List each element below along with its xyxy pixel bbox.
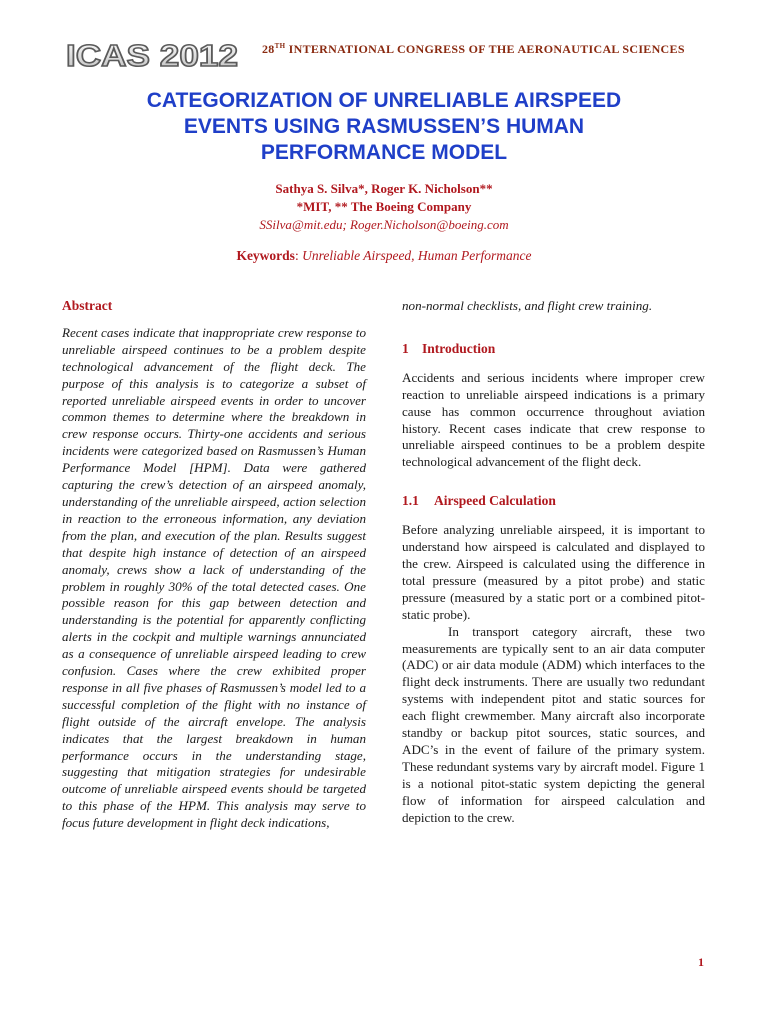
paper-title bbox=[84, 88, 684, 166]
icas-2012-logo bbox=[64, 40, 240, 70]
right-column bbox=[402, 298, 705, 826]
keywords-value: Unreliable Airspeed, Human Performance bbox=[302, 248, 532, 263]
author-block bbox=[84, 180, 684, 234]
conference-name: 28TH INTERNATIONAL CONGRESS OF THE AERONAUTICAL SCIENCES bbox=[262, 42, 685, 56]
title-line: CATEGORIZATION OF UNRELIABLE AIRSPEED bbox=[146, 89, 622, 112]
abstract-heading: Abstract bbox=[62, 298, 113, 313]
section-1-text: Accidents and serious incidents where improper crew reaction to unreliable airspeed indications is a primary cause has common occurrence throughout aviation history. Recent cases indicate that crew response to unreliable airspeed continues to be a problem despite technological advancement of the flight deck. bbox=[402, 369, 705, 470]
section-1-1-heading: 1.1 Airspeed Calculation bbox=[402, 493, 556, 509]
title-line: PERFORMANCE MODEL bbox=[260, 141, 508, 164]
section-1-1-para1: Before analyzing unreliable airspeed, it is important to understand how airspeed is calculated and displayed to the crew. Airspeed is calculated using the difference in total pressure (measured by a pitot probe) and static pressure (measured by a static port or a combined pitot-static probe). bbox=[402, 522, 705, 622]
keywords-label: Keywords bbox=[236, 248, 295, 263]
abstract-text: Recent cases indicate that inappropriate crew response to unreliable airspeed continues to be a problem despite technological advancement of the flight deck. The purpose of this analysis is to categorize a subset of reported unreliable airspeed events in order to uncover common themes to determine where the breakdown in crew response occurs. Thirty-one accidents and serious incidents were categorized based on Rasmussen’s Human Performance Model [HPM]. Data were gathered capturing the crew’s detection of an airspeed anomaly, understanding of the unreliable airspeed, action selection in reaction to the erroneous information, any deviation from the plan, and execution of the plan. Results suggest that despite high instance of detection of an airspeed anomaly, crews show a lack of understanding of the problem in roughly 30% of the total detected cases. One possible reason for this gap between detection and understanding is the potential for apparently conflicting alerts in the cockpit and multiple warnings annunciated as a consequence of unreliable airspeed leading to crew confusion. Cases where the crew exhibited proper response in all five phases of Rasmussen’s model led to a successful completion of the flight with no instance of flight outside of the aircraft envelope. The analysis indicates that the largest breakdown in human performance occurs in the understanding stage, suggesting that mitigation strategies for undesirable outcome of unreliable airspeed events should be targeted to this phase of the HPM. This analysis may serve to focus future development in flight deck indications, bbox=[62, 324, 366, 831]
logo-text: ICAS 2012 bbox=[66, 40, 238, 70]
keywords: Keywords: Unreliable Airspeed, Human Performance bbox=[236, 248, 532, 263]
page-number: 1 bbox=[698, 955, 704, 969]
left-column bbox=[62, 298, 366, 832]
author-names: Sathya S. Silva*, Roger K. Nicholson** bbox=[275, 181, 493, 196]
section-1-1-para2: In transport category aircraft, these two measurements are typically sent to an air data computer (ADC) or air data module (ADM) which interfaces to the flight deck instruments. There are usually two redundant systems with independent pitot and static sources for each flight crewmember. Many aircraft also incorporate standby or backup pitot sources, static sources, and ADC’s in the event of failure of the primary system. These redundant systems vary by aircraft model. Figure 1 is a notional pitot-static system depicting the general flow of information for airspeed calculation and depiction to the crew. bbox=[402, 623, 705, 825]
title-line: EVENTS USING RASMUSSEN’S HUMAN bbox=[183, 115, 585, 138]
section-1-heading: 1 Introduction bbox=[402, 340, 496, 356]
author-emails: SSilva@mit.edu; Roger.Nicholson@boeing.com bbox=[259, 217, 509, 232]
author-affiliations: *MIT, ** The Boeing Company bbox=[296, 199, 472, 214]
abstract-continuation: non-normal checklists, and flight crew training. bbox=[402, 298, 653, 313]
